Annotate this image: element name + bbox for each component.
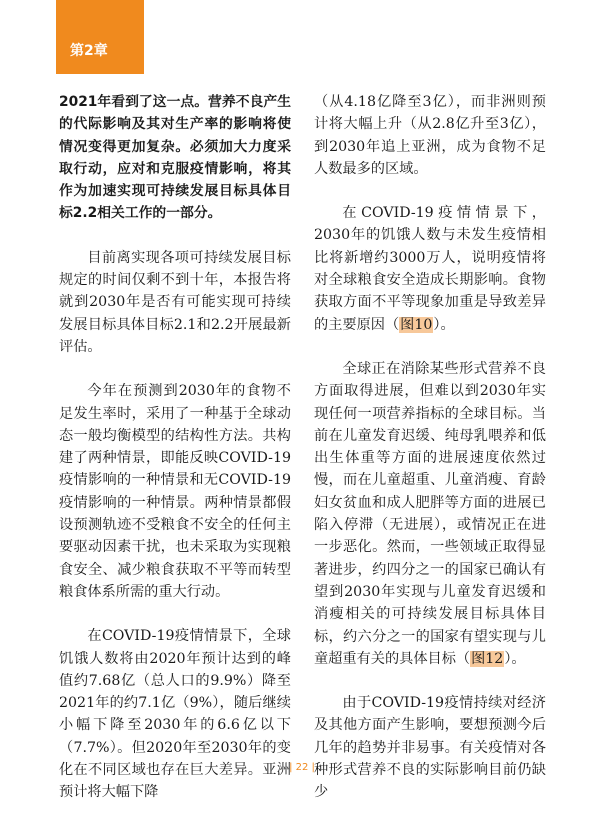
paragraph [314, 202, 546, 336]
left-column [59, 91, 291, 826]
paragraph-text: ）。 [504, 650, 526, 667]
page-number: | 22 | [289, 762, 315, 773]
chapter-label: 第2章 [70, 43, 108, 59]
paragraph-text: ）。 [433, 316, 455, 333]
chapter-tab [56, 0, 144, 74]
paragraph-continued: （从4.18亿降至3亿），而非洲则预计将大幅上升（从2.8亿升至3亿），到2030年追上亚洲，成为食物不足人数最多的区域。 [314, 94, 546, 177]
paragraph-bold-intro: 2021年看到了这一点。营养不良产生的代际影响及其对生产率的影响将使情况变得更加复杂。必须加大力度采取行动，应对和克服疫情影响，将其作为加速实现可持续发展目标具体目标2.2相关工作的一部分。 [59, 94, 291, 222]
paragraph: 由于COVID-19疫情持续对经济及其他方面产生影响，要想预测今后几年的趋势并非易事。有关疫情对各种形式营养不良的实际影响目前仍缺少 [314, 695, 546, 801]
figure-reference-link[interactable]: 图10 [400, 316, 433, 333]
paragraph: 在COVID-19疫情情景下，全球饥饿人数将由2020年预计达到的峰值约7.68亿（总人口的9.9%）降至2021年的约7.1亿（9%），随后继续小幅下降至2030年的6.6亿以下（7.7%）。但2020年至2030年的变化在不同区域也存在巨大差异。亚洲预计将大幅下降 [59, 628, 291, 801]
paragraph-text: 在COVID-19疫情情景下，2030年的饥饿人数与未发生疫情相比将新增约3000万人，说明疫情将对全球粮食安全造成长期影响。食物获取方面不平等现象加重是导致差异的主要原因（ [314, 205, 546, 333]
figure-reference-link[interactable]: 图12 [471, 650, 504, 667]
paragraph-text: 全球正在消除某些形式营养不良方面取得进展，但难以到2030年实现任何一项营养指标的全球目标。当前在儿童发育迟缓、纯母乳喂养和低出生体重等方面的进展速度依然过慢，而在儿童超重、儿童消瘦、育龄妇女贫血和成人肥胖等方面的进展已陷入停滞（无进展），或情况正在进一步恶化。然而，一些领域正取得显著进步，约四分之一的国家已确认有望到2030年实现与儿童发育迟缓和消瘦相关的可持续发展目标具体目标，约六分之一的国家有望实现与儿童超重有关的具体目标（ [314, 360, 546, 667]
paragraph [314, 358, 546, 670]
right-column [314, 91, 546, 826]
paragraph: 今年在预测到2030年的食物不足发生率时，采用了一种基于全球动态一般均衡模型的结构性方法。共构建了两种情景，即能反映COVID-19疫情影响的一种情景和无COVID-19疫情影响的一种情景。两种情景都假设预测轨迹不受粮食不安全的任何主要驱动因素干扰，也未采取为实现粮食安全、减少粮食获取不平等而转型粮食体系所需的重大行动。 [59, 383, 291, 600]
paragraph: 目前离实现各项可持续发展目标规定的时间仅剩不到十年，本报告将就到2030年是否有可能实现可持续发展目标具体目标2.1和2.2开展最新评估。 [59, 249, 291, 355]
